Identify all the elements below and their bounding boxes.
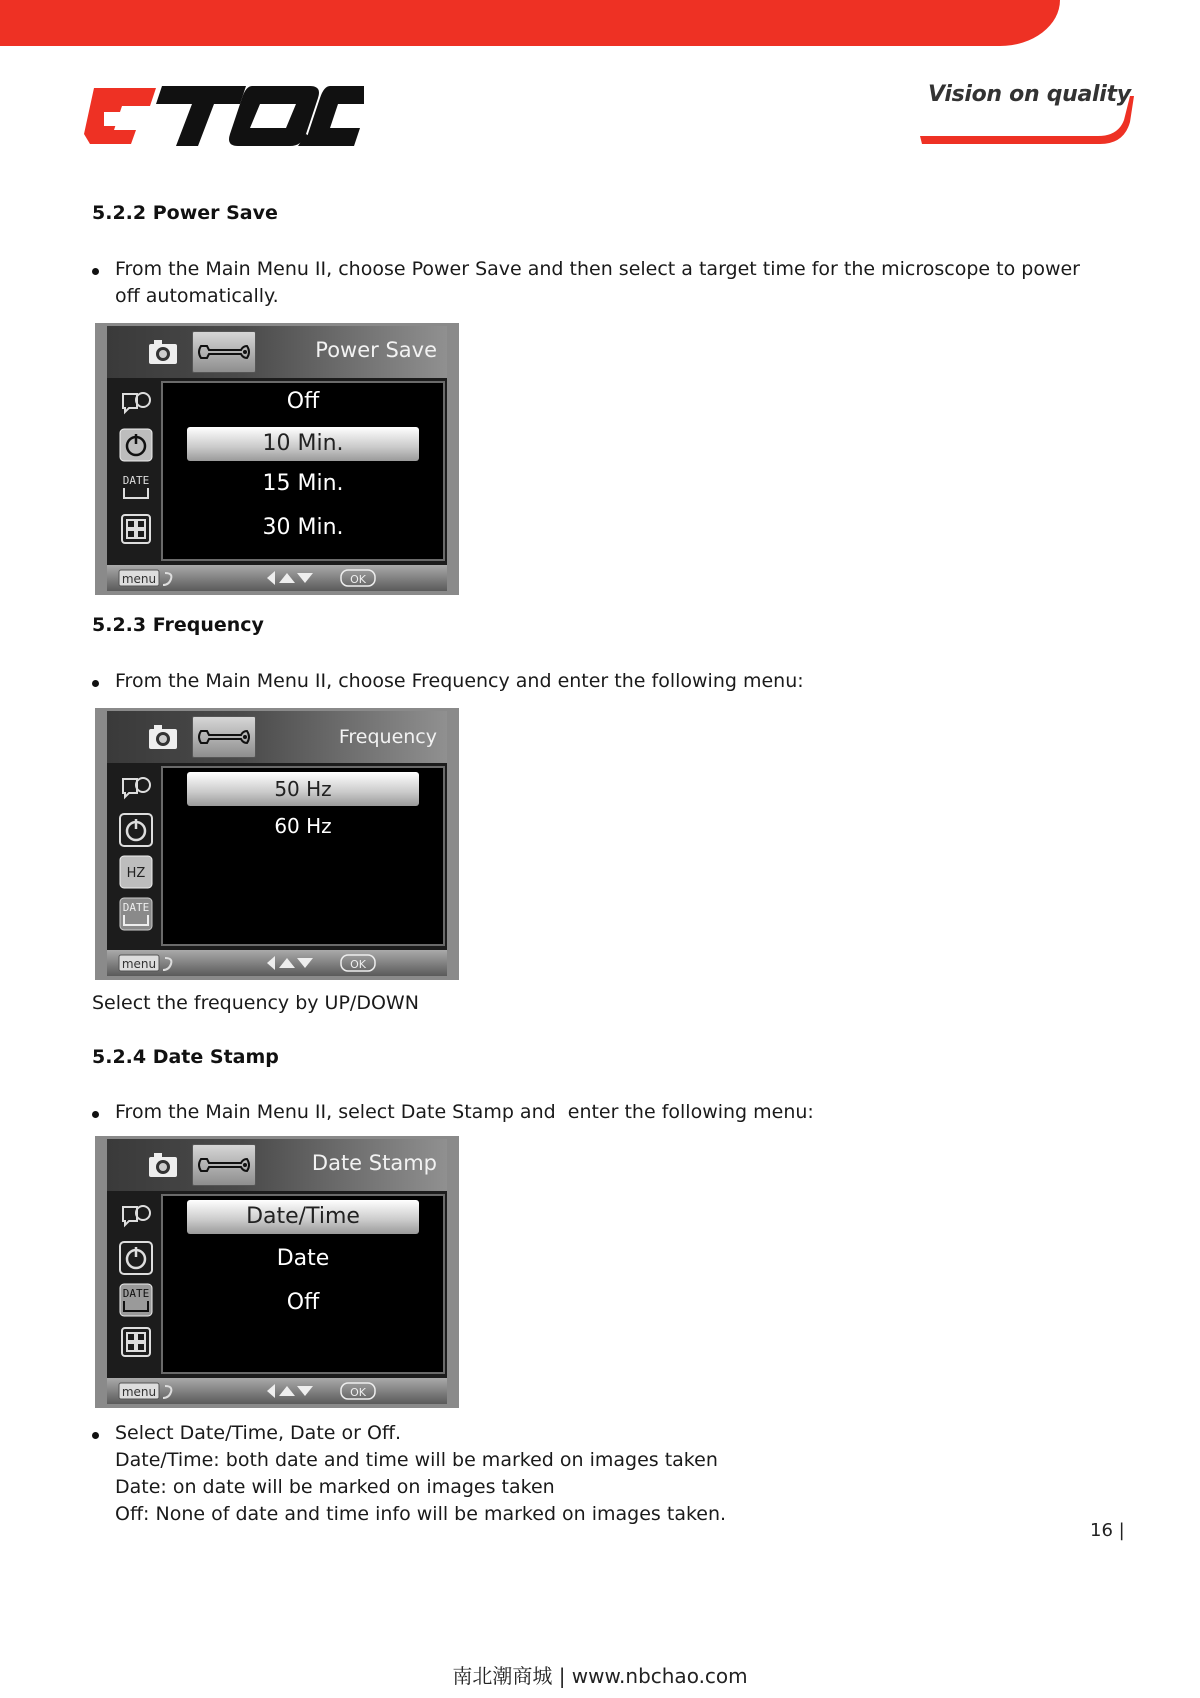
power-icon [119, 813, 153, 847]
page-number: 16 | [1090, 1520, 1125, 1541]
menu-label: menu [121, 572, 157, 586]
camera-icon [141, 1147, 185, 1185]
bullet-dot [92, 1111, 99, 1118]
tagline: Vision on quality [928, 82, 1131, 107]
date-stamp-instruction: From the Main Menu II, select Date Stamp and enter the following menu: [115, 1101, 814, 1123]
tqc-logo [84, 82, 364, 148]
screen-title: Power Save [315, 338, 437, 362]
power-save-screen [95, 323, 459, 595]
section-heading-power-save: 5.2.2 Power Save [92, 202, 278, 224]
down-arrow-icon [297, 1386, 313, 1396]
settings-tab[interactable] [192, 331, 256, 373]
back-arrow-icon [163, 958, 171, 970]
option-item[interactable]: 15 Min. [262, 471, 344, 496]
screen-title: Date Stamp [311, 1151, 437, 1175]
screen-bottom-bar [107, 950, 447, 976]
option-list [161, 381, 445, 561]
left-arrow-icon [267, 571, 275, 585]
screen-sidebar [107, 763, 159, 943]
power-icon [119, 1241, 153, 1275]
date-icon [119, 897, 153, 931]
svg-text:DATE: DATE [122, 1287, 150, 1300]
option-list [161, 766, 445, 946]
svg-text:DATE: DATE [122, 474, 150, 487]
wrench-icon [193, 1145, 255, 1185]
date-stamp-note-3: Date: on date will be marked on images taken [115, 1476, 555, 1498]
section-heading-frequency: 5.2.3 Frequency [92, 614, 264, 636]
screen-top-bar [107, 711, 447, 763]
down-arrow-icon [297, 573, 313, 583]
camera-icon [141, 334, 185, 372]
up-arrow-icon [279, 958, 295, 968]
option-item[interactable]: Off [286, 389, 320, 414]
screen-top-bar [107, 1139, 447, 1191]
power-icon [119, 428, 153, 462]
date-icon [119, 470, 153, 504]
menu-label: menu [121, 957, 157, 971]
option-list [161, 1194, 445, 1374]
wrench-icon [193, 332, 255, 372]
grid-icon [119, 1325, 153, 1359]
menu-label: menu [121, 1385, 157, 1399]
option-item-selected[interactable]: 10 Min. [187, 427, 419, 461]
option-item[interactable]: Date [276, 1246, 330, 1271]
up-arrow-icon [279, 1386, 295, 1396]
power-save-instruction: From the Main Menu II, choose Power Save and then select a target time for the microscope to power off automatically. [115, 258, 1080, 307]
ok-label: OK [350, 958, 366, 971]
bullet-dot [92, 268, 99, 275]
language-icon [119, 1199, 153, 1233]
screen-sidebar [107, 1191, 159, 1371]
back-arrow-icon [163, 1386, 171, 1398]
footer-watermark[interactable]: 南北潮商城 | www.nbchao.com [452, 1664, 748, 1688]
option-item-selected[interactable]: 50 Hz [187, 772, 419, 806]
language-icon [119, 771, 153, 805]
settings-tab[interactable] [192, 716, 256, 758]
language-icon [119, 386, 153, 420]
date-stamp-note-2: Date/Time: both date and time will be marked on images taken [115, 1449, 718, 1471]
date-stamp-note-1: Select Date/Time, Date or Off. [115, 1422, 402, 1444]
frequency-screen [95, 708, 459, 980]
option-item[interactable]: 30 Min. [262, 515, 344, 540]
bullet-dot [92, 1432, 99, 1439]
header-band [0, 0, 1060, 46]
screen-bottom-bar [107, 565, 447, 591]
svg-text:DATE: DATE [122, 901, 150, 914]
bullet-dot [92, 680, 99, 687]
left-arrow-icon [267, 956, 275, 970]
svg-text:HZ: HZ [126, 866, 146, 881]
date-stamp-note-4: Off: None of date and time info will be marked on images taken. [115, 1503, 727, 1525]
back-arrow-icon [163, 573, 171, 585]
down-arrow-icon [297, 958, 313, 968]
up-arrow-icon [279, 573, 295, 583]
camera-icon [141, 719, 185, 757]
ok-label: OK [350, 573, 366, 586]
section-heading-date-stamp: 5.2.4 Date Stamp [92, 1046, 279, 1068]
date-icon [119, 1283, 153, 1317]
settings-tab[interactable] [192, 1144, 256, 1186]
frequency-instruction: From the Main Menu II, choose Frequency and enter the following menu: [115, 670, 804, 692]
wrench-icon [193, 717, 255, 757]
frequency-note: Select the frequency by UP/DOWN [92, 992, 419, 1014]
option-item[interactable]: Off [286, 1290, 320, 1315]
option-item-selected[interactable]: Date/Time [187, 1200, 419, 1234]
screen-bottom-bar [107, 1378, 447, 1404]
screen-title: Frequency [338, 726, 437, 748]
ok-label: OK [350, 1386, 366, 1399]
screen-sidebar [107, 378, 159, 558]
left-arrow-icon [267, 1384, 275, 1398]
screen-top-bar [107, 326, 447, 378]
grid-icon [119, 512, 153, 546]
date-stamp-screen [95, 1136, 459, 1408]
hz-icon [119, 855, 153, 889]
option-item[interactable]: 60 Hz [274, 814, 332, 838]
